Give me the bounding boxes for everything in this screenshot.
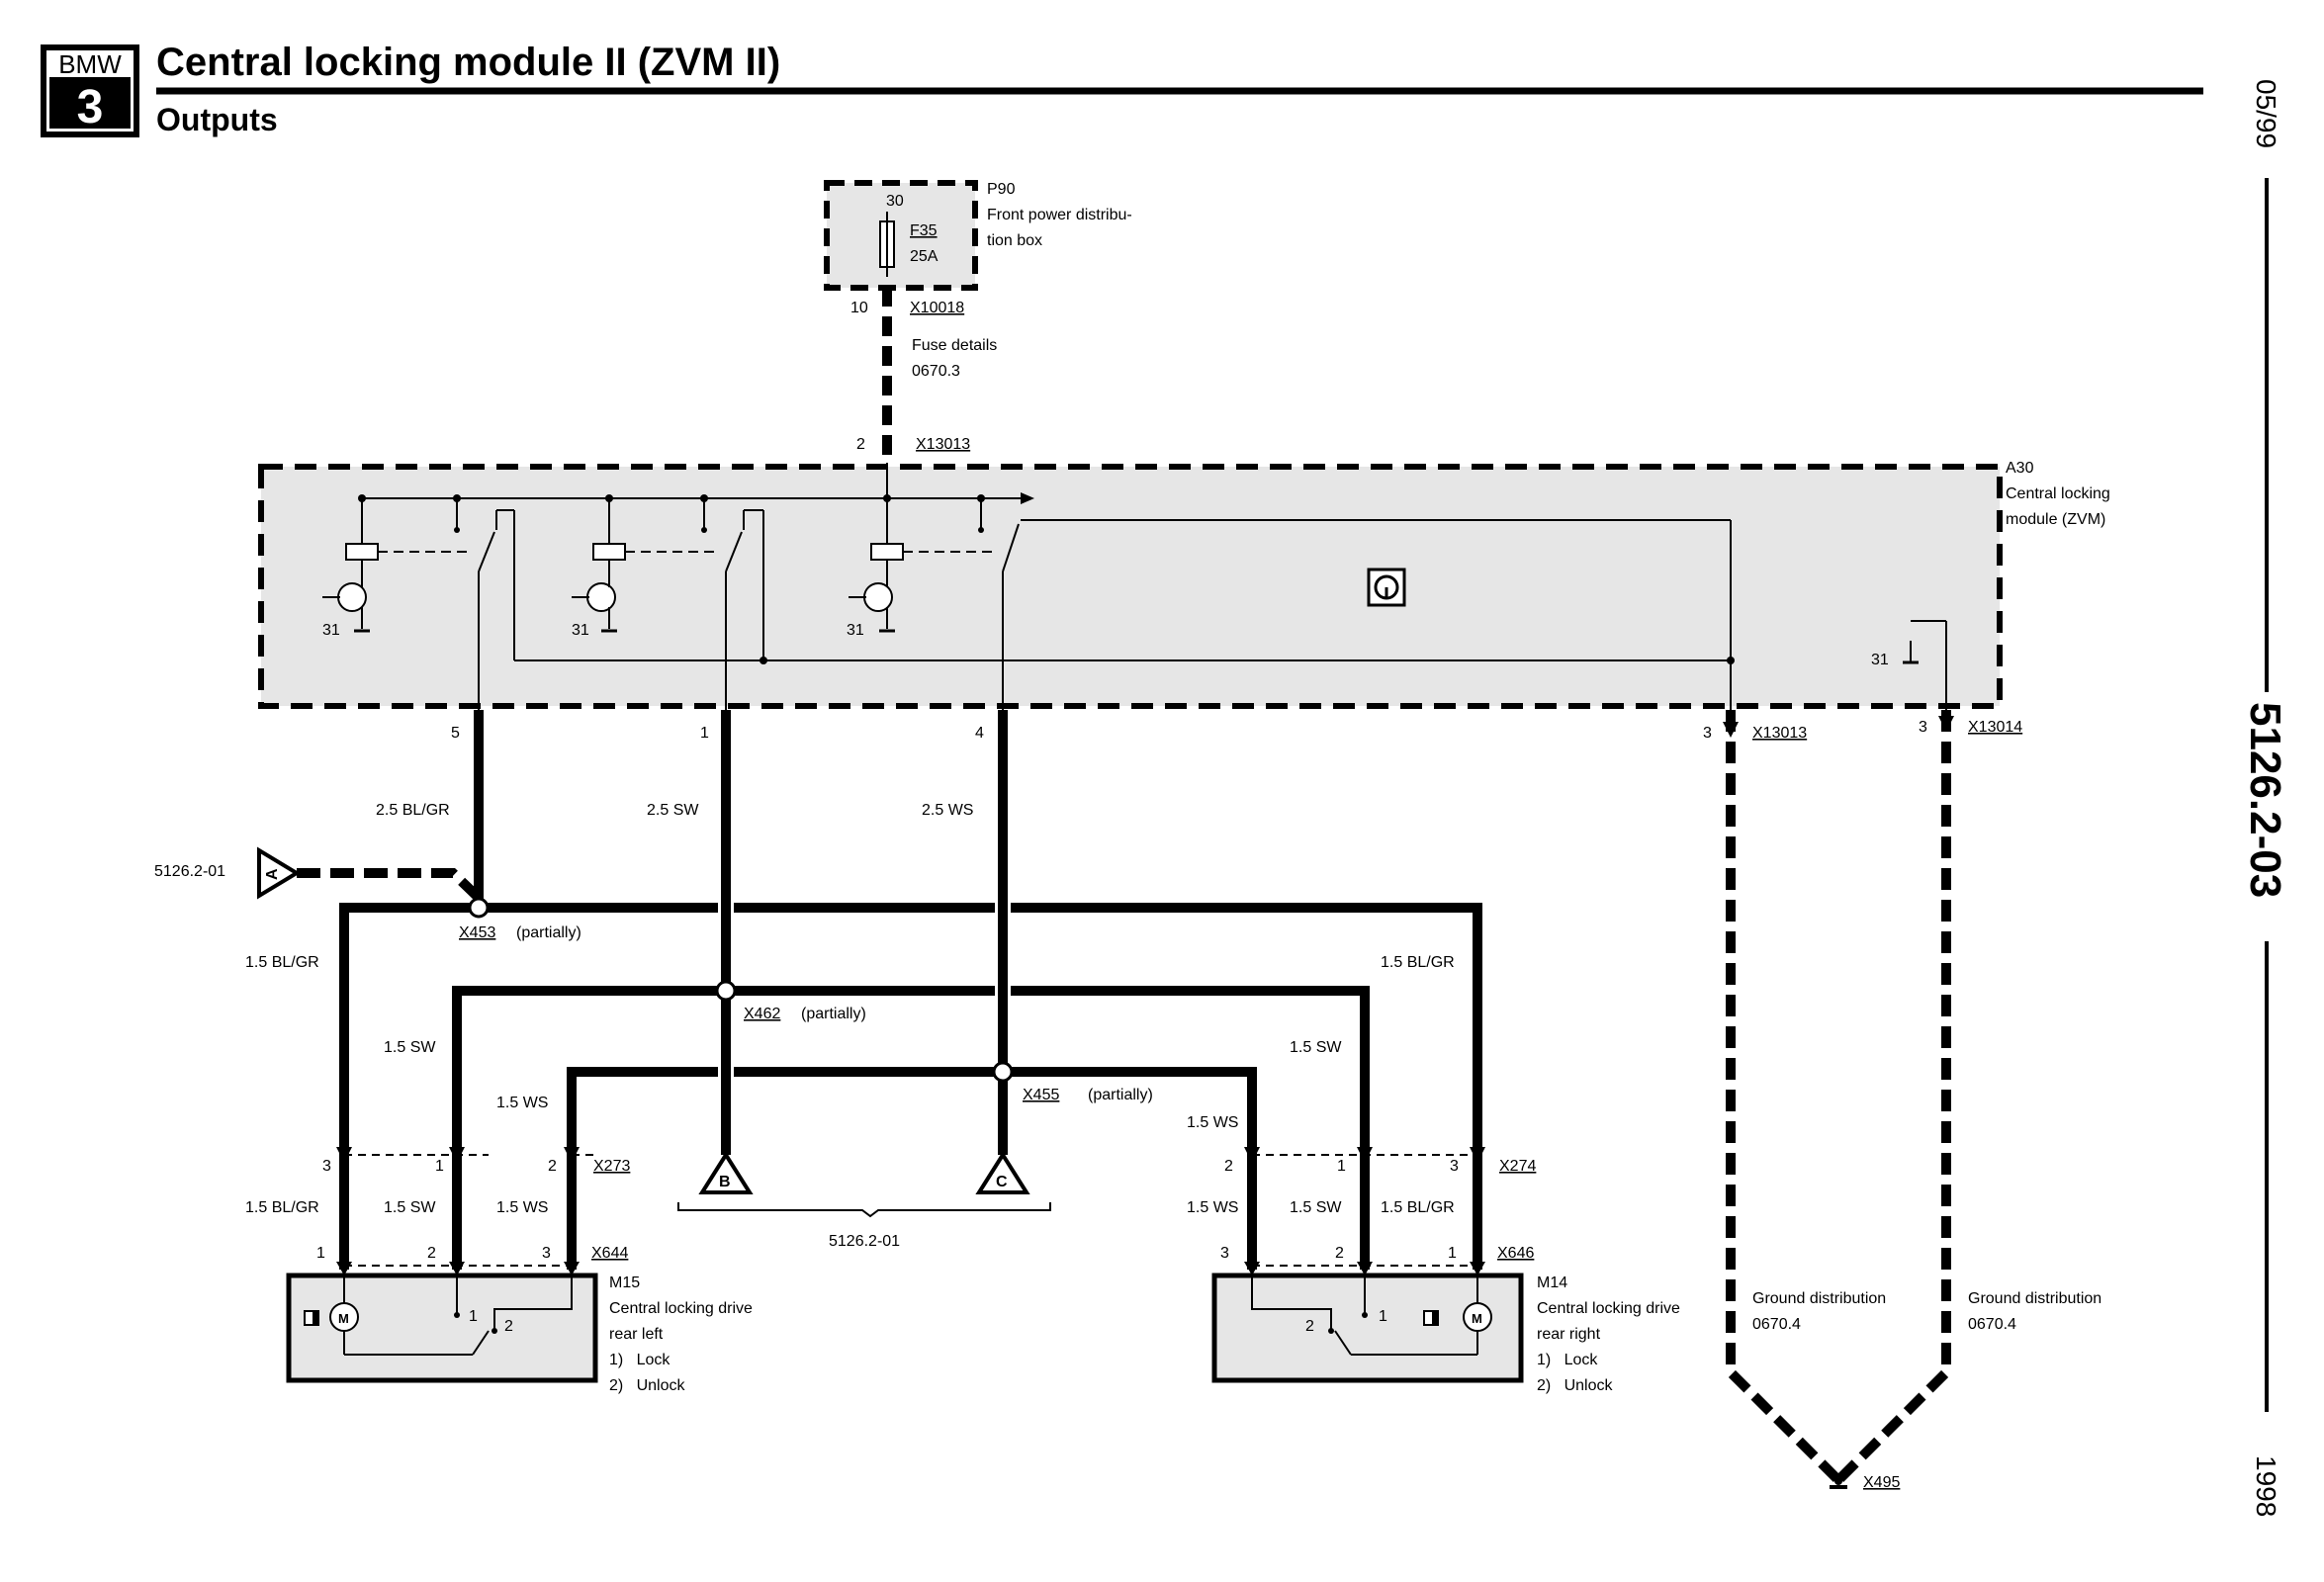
module-name-1: Central locking: [2006, 485, 2110, 502]
x644-label: X644: [591, 1245, 629, 1262]
module-input-connector: X13013: [916, 436, 971, 453]
wire-label-out-blgr: 2.5 BL/GR: [376, 802, 450, 819]
splice-x462: [717, 982, 735, 1000]
x274-pin-2: 2: [1224, 1158, 1233, 1175]
m15-switch-1: 1: [469, 1308, 478, 1325]
fuse-details-2: 0670.3: [912, 363, 960, 380]
fuse-id: F35: [910, 222, 938, 239]
ref-a-letter: A: [264, 868, 281, 880]
fuse-pin: 10: [850, 300, 868, 316]
m15-name-1: Central locking drive: [609, 1300, 753, 1317]
fuse-box-id: P90: [987, 181, 1016, 198]
m14-id: M14: [1537, 1274, 1568, 1291]
ground-dist-b-2: 0670.4: [1968, 1316, 2016, 1333]
side-page-code: 5126.2-03: [2241, 702, 2289, 899]
fuse-terminal: 30: [886, 193, 904, 210]
splice-x462-label: X462: [744, 1006, 781, 1022]
wire-label-left-sw-2: 1.5 SW: [384, 1199, 436, 1216]
m15-name-2: rear left: [609, 1326, 664, 1343]
page-title: Central locking module II (ZVM II): [156, 41, 781, 84]
module-ground-1: 31: [322, 622, 340, 639]
wire-label-right-sw-2: 1.5 SW: [1290, 1199, 1342, 1216]
m15-item-unlock: 2) Unlock: [609, 1377, 685, 1394]
x274-label: X274: [1499, 1158, 1537, 1175]
fuse-details-1: Fuse details: [912, 337, 998, 354]
ground-wires: [1731, 710, 1946, 1479]
splice-x455-partially: (partially): [1088, 1087, 1153, 1103]
svg-text:M: M: [338, 1311, 349, 1326]
x646-pin-3: 3: [1220, 1245, 1229, 1262]
module-ground-3: 31: [847, 622, 864, 639]
x273-pin-2: 2: [548, 1158, 557, 1175]
wire-label-right-sw: 1.5 SW: [1290, 1039, 1342, 1056]
bc-bracket: [678, 1202, 1050, 1216]
m15-id: M15: [609, 1274, 641, 1291]
module-ground-2: 31: [572, 622, 589, 639]
x646-pin-2: 2: [1335, 1245, 1344, 1262]
splice-x455: [994, 1063, 1012, 1081]
module-output-pin-5: 5: [451, 725, 460, 742]
module-ground-pin-b: 3: [1919, 719, 1927, 736]
side-date: 05/99: [2251, 79, 2281, 149]
fuse-box-name-2: tion box: [987, 232, 1043, 249]
x644-pin-1: 1: [316, 1245, 325, 1262]
fuse-rating: 25A: [910, 248, 939, 265]
wire-label-left-ws: 1.5 WS: [496, 1095, 549, 1111]
drive-m14: [1214, 1275, 1521, 1380]
x644-pin-2: 2: [427, 1245, 436, 1262]
x273-pin-1: 1: [435, 1158, 444, 1175]
module-ground-pin-a: 3: [1703, 725, 1712, 742]
m14-item-lock: 1) Lock: [1537, 1352, 1598, 1368]
x644-pin-3: 3: [542, 1245, 551, 1262]
ground-dist-a-1: Ground distribution: [1752, 1290, 1887, 1307]
m15-switch-2: 2: [504, 1318, 513, 1335]
x274-pin-1: 1: [1337, 1158, 1346, 1175]
splice-x455-label: X455: [1023, 1087, 1060, 1103]
wire-label-left-ws-2: 1.5 WS: [496, 1199, 549, 1216]
m14-item-unlock: 2) Unlock: [1537, 1377, 1613, 1394]
reference-c: [979, 1155, 1027, 1192]
fuse-box-name-1: Front power distribu-: [987, 207, 1132, 223]
fuse-box-p90: [827, 181, 1132, 288]
wire-label-out-ws: 2.5 WS: [922, 802, 974, 819]
module-ground-4: 31: [1871, 652, 1889, 668]
x273-label: X273: [593, 1158, 631, 1175]
splice-x453-label: X453: [459, 924, 496, 941]
module-id: A30: [2006, 460, 2034, 477]
module-input-pin: 2: [856, 436, 865, 453]
m15-item-lock: 1) Lock: [609, 1352, 670, 1368]
reference-a: [154, 850, 479, 898]
side-year: 1998: [2251, 1455, 2281, 1518]
module-name-2: module (ZVM): [2006, 511, 2106, 528]
module-output-pin-1: 1: [700, 725, 709, 742]
wire-label-right-blgr-2: 1.5 BL/GR: [1381, 1199, 1455, 1216]
logo-top-text: BMW: [58, 49, 122, 79]
reference-b: [702, 1155, 750, 1192]
splice-x453-partially: (partially): [516, 924, 581, 941]
ground-dist-b-1: Ground distribution: [1968, 1290, 2102, 1307]
wire-label-left-blgr-2: 1.5 BL/GR: [245, 1199, 319, 1216]
side-strip: [2241, 79, 2289, 1517]
ref-b-letter: B: [719, 1174, 731, 1190]
drive-m15: [289, 1275, 595, 1380]
x646-pin-1: 1: [1448, 1245, 1457, 1262]
module-ground-connector-b: X13014: [1968, 719, 2023, 736]
fuse-connector: X10018: [910, 300, 965, 316]
wire-label-right-ws-2: 1.5 WS: [1187, 1199, 1239, 1216]
ground-point-label: X495: [1863, 1474, 1901, 1491]
harness-wires: [344, 710, 1477, 1270]
wire-label-right-ws: 1.5 WS: [1187, 1114, 1239, 1131]
splice-x462-partially: (partially): [801, 1006, 866, 1022]
ref-c-letter: C: [996, 1174, 1008, 1190]
wire-label-right-blgr: 1.5 BL/GR: [1381, 954, 1455, 971]
module-a30: [261, 463, 2000, 710]
ground-dist-a-2: 0670.4: [1752, 1316, 1801, 1333]
splice-x453: [470, 899, 488, 917]
m14-switch-1: 1: [1379, 1308, 1387, 1325]
module-ground-connector-a: X13013: [1752, 725, 1808, 742]
m14-name-2: rear right: [1537, 1326, 1601, 1343]
ref-a-page: 5126.2-01: [154, 863, 226, 880]
m14-name-1: Central locking drive: [1537, 1300, 1680, 1317]
wire-label-left-blgr: 1.5 BL/GR: [245, 954, 319, 971]
m14-switch-2: 2: [1305, 1318, 1314, 1335]
wire-label-out-sw: 2.5 SW: [647, 802, 699, 819]
x646-label: X646: [1497, 1245, 1535, 1262]
svg-text:M: M: [1472, 1311, 1482, 1326]
wire-label-left-sw: 1.5 SW: [384, 1039, 436, 1056]
ref-bc-page: 5126.2-01: [829, 1233, 901, 1250]
x274-pin-3: 3: [1450, 1158, 1459, 1175]
x273-pin-3: 3: [322, 1158, 331, 1175]
bmw-logo: [44, 47, 136, 134]
page-subtitle: Outputs: [156, 102, 278, 137]
module-output-pin-4: 4: [975, 725, 984, 742]
logo-model-number: 3: [76, 81, 104, 133]
